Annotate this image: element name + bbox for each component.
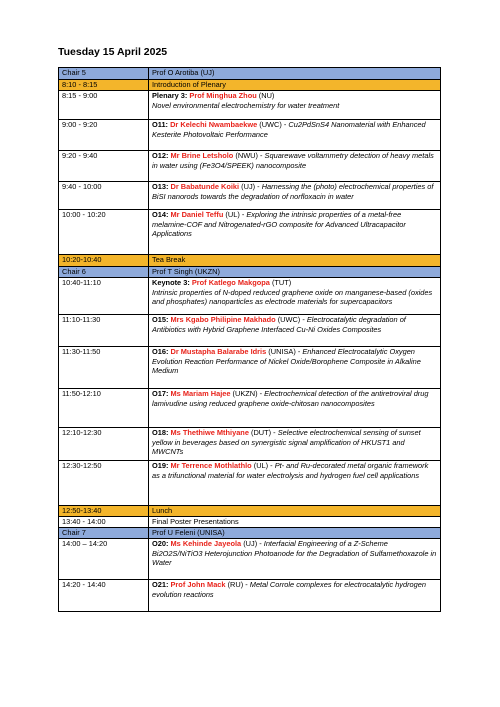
info-cell [149,91,441,120]
time-cell: 11:30-11:50 [59,347,149,389]
time-cell: 9:40 - 10:00 [59,182,149,210]
presentation-code: O11: [152,120,169,129]
info-cell: Prof T Singh (UKZN) [149,267,441,278]
talk-title: Pt- and Ru-decorated metal organic framework as a trifunctional material for water electrolysis and hydrogen fuel cell applications [152,461,429,480]
speaker-name: Mrs Kgabo Philipine Makhado [170,315,276,324]
talk-row [59,428,441,461]
time-cell: 10:20-10:40 [59,255,149,267]
info-cell [149,278,441,315]
schedule-table [58,67,441,612]
speaker-name: Prof John Mack [170,580,226,589]
speaker-name: Prof Minghua Zhou [189,91,257,100]
session-row [59,506,441,517]
separator: - [281,120,289,129]
presentation-code: O18: [152,428,169,437]
info-cell [149,428,441,461]
info-cell [149,539,441,580]
speaker-name: Prof Katlego Makgopa [191,278,270,287]
talk-row [59,315,441,347]
affiliation: (UL) [253,461,269,470]
talk-row [59,580,441,612]
time-cell: 11:10-11:30 [59,315,149,347]
presentation-code: O19: [152,461,169,470]
info-cell [149,347,441,389]
affiliation: (DUT) [251,428,272,437]
time-cell: 13:40 - 14:00 [59,517,149,528]
time-cell: Chair 7 [59,528,149,539]
separator: - [239,210,247,219]
separator: - [268,461,275,470]
affiliation: (UJ) [243,539,258,548]
speaker-name: Ms Thethiwe Mthiyane [170,428,249,437]
talk-row [59,278,441,315]
affiliation: (NWU) [235,151,258,160]
presentation-code: Plenary 3: [152,91,188,100]
time-cell: 11:50-12:10 [59,389,149,428]
info-cell [149,461,441,506]
talk-row [59,461,441,506]
talk-title: Squarewave voltammetry detection of heavy metals in water using (Fe3O4/SPEEK) nanocomposite [152,151,434,170]
time-cell: 12:50-13:40 [59,506,149,517]
presentation-code: O12: [152,151,169,160]
time-cell: Chair 5 [59,68,149,80]
separator: - [271,428,278,437]
affiliation: (NU) [258,91,275,100]
presentation-code: O13: [152,182,169,191]
presentation-code: O14: [152,210,169,219]
speaker-name: Ms Kehinde Jayeola [170,539,242,548]
presentation-code: O15: [152,315,169,324]
talk-row [59,182,441,210]
time-cell: 10:00 - 10:20 [59,210,149,255]
talk-title: Interfacial Engineering of a Z-Scheme Bi2O2S/NiTiO3 Heterojunction Photoanode for the Degradation of Sulfamethoxazole in Water [152,539,437,568]
time-cell: 9:20 - 9:40 [59,151,149,182]
time-cell: 12:10-12:30 [59,428,149,461]
talk-title: Metal Corrole complexes for electrocatalytic hydrogen evolution reactions [152,580,427,599]
presentation-code: O17: [152,389,169,398]
speaker-name: Dr Kelechi Nwambaekwe [170,120,258,129]
time-cell: 14:00 – 14:20 [59,539,149,580]
talk-row [59,120,441,151]
presentation-code: O21: [152,580,169,589]
day-title: Tuesday 15 April 2025 [58,46,168,58]
separator: - [257,539,264,548]
info-cell [149,120,441,151]
chair-row [59,267,441,278]
separator: - [295,347,303,356]
talk-row [59,347,441,389]
talk-title: Novel environmental electrochemistry for water treatment [152,100,340,110]
chair-row [59,528,441,539]
chair-row [59,68,441,80]
separator: - [257,151,265,160]
session-row [59,80,441,91]
presentation-code: O16: [152,347,169,356]
talk-row [59,389,441,428]
presentation-code: O20: [152,539,169,548]
talk-row [59,151,441,182]
info-cell: Lunch [149,506,441,517]
affiliation: (UWC) [277,315,301,324]
talk-title: Intrinsic properties of N-doped reduced graphene oxide on manganese-based (oxides and phosphates) nanoparticles as electrode materials for supercapacitors [152,287,433,307]
affiliation: (TUT) [271,278,292,287]
info-cell [149,580,441,612]
talk-title: Electrochemical detection of the antiretroviral drug lamivudine using reduced graphene oxide-chitosan nanocomposites [152,389,429,408]
info-cell: Introduction of Plenary [149,80,441,91]
affiliation: (UNISA) [268,347,296,356]
speaker-name: Mr Brine Letsholo [170,151,234,160]
info-cell: Tea Break [149,255,441,267]
speaker-name: Dr Mustapha Balarabe Idris [170,347,267,356]
talk-title: Enhanced Electrocatalytic Oxygen Evolution Reaction Performance of Nickel Oxide/Borophene Composite in Alkaline Medium [152,347,421,376]
info-cell [149,210,441,255]
time-cell: 8:15 - 9:00 [59,91,149,120]
info-cell [149,182,441,210]
separator: - [257,389,265,398]
speaker-name: Ms Mariam Hajee [170,389,231,398]
time-cell: 10:40-11:10 [59,278,149,315]
affiliation: (UJ) [241,182,256,191]
session-row [59,255,441,267]
time-cell: 8:10 - 8:15 [59,80,149,91]
info-cell [149,315,441,347]
time-cell: 14:20 - 14:40 [59,580,149,612]
speaker-name: Mr Terrence Mothlathlo [170,461,252,470]
talk-title: Electrocatalytic degradation of Antibiotics with Hybrid Graphene Interfaced Cu-Ni Oxides Composites [152,315,406,334]
speaker-name: Dr Babatunde Koiki [170,182,240,191]
time-cell: 9:00 - 9:20 [59,120,149,151]
affiliation: (UL) [225,210,240,219]
talk-title: Exploring the intrinsic properties of a metal-free melamine-COF and Nitrogenated-rGO composite for Advanced Ultracapacitor Applications [152,210,406,239]
presentation-code: Keynote 3: [152,278,190,287]
info-cell [149,151,441,182]
talk-row [59,210,441,255]
info-cell [149,389,441,428]
separator: - [300,315,307,324]
schedule-body [59,68,441,612]
info-cell: Final Poster Presentations [149,517,441,528]
talk-title: Cu2PdSnS4 Nanomaterial with Enhanced Kesterite Photovoltaic Performance [152,120,426,139]
separator: - [243,580,250,589]
separator: - [255,182,262,191]
talk-title: Harnessing the (photo) electrochemical properties of BiSI nanorods towards the degradation of norfloxacin in water [152,182,434,201]
talk-row [59,539,441,580]
affiliation: (UWC) [259,120,282,129]
talk-row [59,91,441,120]
talk-title: Selective electrochemical sensing of sunset yellow in beverages based on synergistic signal amplification of HKUST1 and MWCNTs [152,428,421,457]
affiliation: (RU) [227,580,244,589]
session-row [59,517,441,528]
speaker-name: Mr Daniel Teffu [170,210,224,219]
info-cell: Prof U Feleni (UNISA) [149,528,441,539]
time-cell: 12:30-12:50 [59,461,149,506]
info-cell: Prof O Arotiba (UJ) [149,68,441,80]
affiliation: (UKZN) [232,389,258,398]
time-cell: Chair 6 [59,267,149,278]
